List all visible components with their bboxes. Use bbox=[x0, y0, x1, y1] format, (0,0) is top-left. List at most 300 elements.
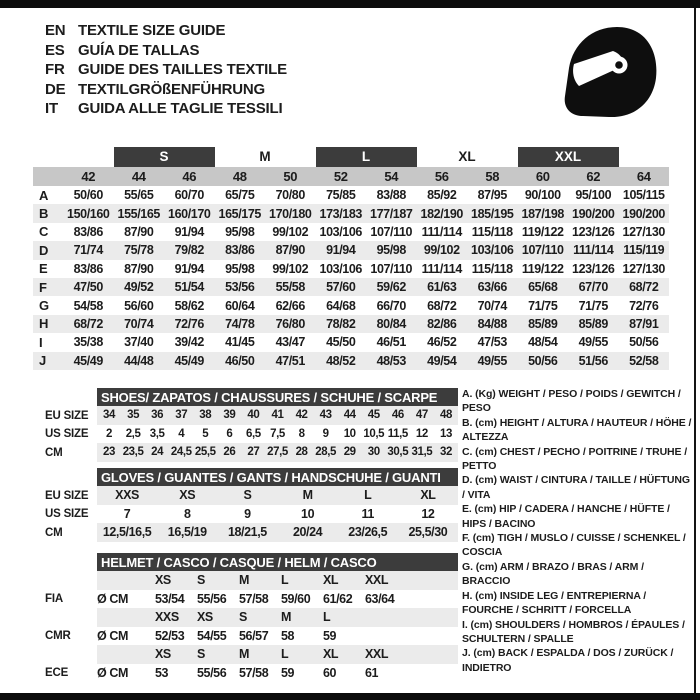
row-letter-cell: J bbox=[39, 353, 46, 369]
measurement-value-cell: 95/98 bbox=[225, 261, 255, 276]
legend-item: H. (cm) INSIDE LEG / ENTREPIERNA / FOURCHE / SCHRITT / FORCELLA bbox=[462, 589, 647, 617]
size-value-cell: 38 bbox=[199, 409, 212, 422]
helmet-size-cell: XXL bbox=[365, 573, 389, 588]
row-label: CM bbox=[45, 446, 63, 459]
spacer bbox=[45, 388, 97, 407]
measurement-value-cell: 107/110 bbox=[370, 224, 413, 239]
size-row bbox=[97, 505, 458, 524]
legend-item: F. (cm) TIGH / MUSLO / CUISSE / SCHENKEL / COSCIA bbox=[462, 532, 686, 559]
measurement-value-cell: 41/45 bbox=[225, 335, 255, 350]
size-row bbox=[97, 523, 458, 542]
size-value-cell: 8 bbox=[183, 506, 191, 521]
size-value-cell: 5 bbox=[202, 427, 209, 440]
size-value-cell: 37 bbox=[175, 409, 188, 422]
measurement-value-cell: 50/56 bbox=[629, 335, 659, 350]
measurement-value-cell: 127/130 bbox=[622, 261, 665, 276]
size-value-cell: 30,5 bbox=[387, 446, 409, 459]
measurement-value-cell: 68/72 bbox=[73, 316, 103, 331]
measurement-value-cell: 155/165 bbox=[117, 206, 160, 221]
row-letter-cell: B bbox=[39, 206, 48, 222]
size-number-cell: 52 bbox=[333, 169, 348, 184]
helmet-value-row bbox=[97, 664, 458, 683]
helmet-value-cell: 56/57 bbox=[239, 628, 269, 643]
size-value-cell: 39 bbox=[223, 409, 236, 422]
size-value-cell: 27,5 bbox=[267, 446, 288, 459]
standard-label: ECE bbox=[45, 667, 69, 680]
measurement-value-cell: 187/198 bbox=[521, 206, 564, 221]
helmet-value-cell: 58 bbox=[281, 628, 295, 643]
gloves-table-content bbox=[97, 468, 458, 542]
shoes-size-table bbox=[45, 388, 458, 462]
size-value-cell: 10 bbox=[343, 427, 356, 440]
size-value-cell: 28 bbox=[295, 446, 308, 459]
row-label: EU SIZE bbox=[45, 489, 89, 502]
size-value-cell: 16,5/19 bbox=[167, 525, 207, 540]
measurement-value-cell: 49/54 bbox=[427, 353, 457, 368]
size-value-cell: 10 bbox=[301, 506, 315, 521]
spacer bbox=[45, 553, 97, 572]
size-value-cell: 41 bbox=[271, 409, 284, 422]
helmet-value-cell: 60 bbox=[323, 665, 337, 680]
size-value-cell: 46 bbox=[391, 409, 404, 422]
helmet-value-cell: 57/58 bbox=[239, 591, 269, 606]
shoes-row-labels bbox=[45, 388, 97, 462]
measurement-value-cell: 35/38 bbox=[73, 335, 103, 350]
measurement-value-cell: 83/86 bbox=[73, 224, 103, 239]
measurement-value-cell: 70/74 bbox=[124, 316, 154, 331]
measurement-legend bbox=[462, 387, 695, 675]
legend-item: E. (cm) HIP / CADERA / HANCHE / HÜFTE / HIPS / BACINO bbox=[462, 503, 670, 530]
measurement-value-cell: 91/94 bbox=[326, 243, 356, 258]
spacer bbox=[45, 609, 97, 628]
size-group-label: L bbox=[316, 147, 417, 167]
measurement-value-cell: 115/119 bbox=[623, 243, 665, 258]
measurement-value-cell: 99/102 bbox=[272, 261, 309, 276]
measurement-value-cell: 82/86 bbox=[427, 316, 457, 331]
size-row bbox=[97, 406, 458, 425]
size-value-cell: 48 bbox=[439, 409, 452, 422]
legend-item: I. (cm) SHOULDERS / HOMBROS / ÉPAULES / SCHULTERN / SPALLE bbox=[462, 618, 685, 645]
legend-item: D. (cm) WAIST / CINTURA / TAILLE / HÜFTUNG / VITA bbox=[462, 474, 690, 501]
measurement-value-cell: 182/190 bbox=[420, 206, 463, 221]
measurement-value-cell: 123/126 bbox=[572, 261, 615, 276]
measurement-value-cell: 103/106 bbox=[319, 261, 362, 276]
measurement-value-cell: 95/98 bbox=[225, 224, 255, 239]
row-label: US SIZE bbox=[45, 428, 89, 441]
helmet-size-cell: XL bbox=[323, 573, 339, 588]
size-value-cell: L bbox=[364, 488, 372, 503]
measurement-value-cell: 59/62 bbox=[376, 280, 406, 295]
size-number-cell: 46 bbox=[182, 169, 197, 184]
measurement-value-cell: 150/160 bbox=[67, 206, 110, 221]
measurement-value-cell: 75/78 bbox=[124, 243, 154, 258]
measurement-value-cell: 43/47 bbox=[275, 335, 305, 350]
helmet-size-cell: S bbox=[239, 610, 247, 625]
helmet-size-cell: XL bbox=[323, 647, 339, 662]
measurement-row bbox=[33, 333, 669, 351]
size-number-cell: 64 bbox=[636, 169, 651, 184]
measurement-value-cell: 111/114 bbox=[573, 243, 614, 258]
size-number-cell: 48 bbox=[232, 169, 247, 184]
measurement-value-cell: 83/86 bbox=[225, 243, 255, 258]
helmet-value-cell: 61 bbox=[365, 665, 379, 680]
size-value-cell: 29 bbox=[343, 446, 356, 459]
helmet-size-row bbox=[97, 571, 458, 590]
size-value-cell: 42 bbox=[295, 409, 308, 422]
row-label: CM bbox=[45, 526, 63, 539]
row-letter-cell: A bbox=[39, 187, 48, 203]
row-label: EU SIZE bbox=[45, 409, 89, 422]
measurement-value-cell: 107/110 bbox=[370, 261, 413, 276]
size-row bbox=[97, 425, 458, 444]
measurement-value-cell: 50/60 bbox=[73, 188, 103, 203]
helmet-value-cell: 59/60 bbox=[281, 591, 311, 606]
size-value-cell: 24,5 bbox=[170, 446, 192, 459]
language-code: FR bbox=[45, 61, 65, 78]
size-value-cell: 36 bbox=[151, 409, 164, 422]
helmet-value-cell: 52/53 bbox=[155, 628, 185, 643]
measurement-value-cell: 72/76 bbox=[629, 298, 659, 313]
size-value-cell: 26 bbox=[223, 446, 236, 459]
size-value-cell: 20/24 bbox=[292, 525, 323, 540]
measurement-value-cell: 190/200 bbox=[622, 206, 665, 221]
helmet-value-cell: 53 bbox=[155, 665, 169, 680]
measurement-value-cell: 119/122 bbox=[521, 224, 564, 239]
measurement-value-cell: 55/65 bbox=[124, 188, 154, 203]
size-group-label: M bbox=[259, 149, 271, 164]
size-value-cell: 2 bbox=[106, 427, 113, 440]
measurement-value-cell: 87/90 bbox=[275, 243, 305, 258]
measurement-value-cell: 70/74 bbox=[477, 298, 507, 313]
size-value-cell: 11 bbox=[361, 506, 374, 521]
measurement-value-cell: 76/80 bbox=[275, 316, 305, 331]
size-value-cell: 24 bbox=[151, 446, 164, 459]
top-border-bar bbox=[0, 0, 700, 8]
helmet-value-cell: 59 bbox=[323, 628, 337, 643]
measurement-value-cell: 123/126 bbox=[572, 224, 615, 239]
helmet-value-cell: 63/64 bbox=[365, 591, 395, 606]
size-number-cell: 62 bbox=[586, 169, 601, 184]
measurement-value-cell: 90/100 bbox=[524, 188, 561, 203]
row-letter-cell: I bbox=[39, 334, 43, 350]
legend-item: B. (cm) HEIGHT / ALTURA / HAUTEUR / HÖHE / ALTEZZA bbox=[462, 416, 692, 444]
measurement-value-cell: 37/40 bbox=[124, 335, 154, 350]
measurement-value-cell: 78/82 bbox=[326, 316, 356, 331]
size-value-cell: 45 bbox=[367, 409, 380, 422]
measurement-value-cell: 87/91 bbox=[629, 316, 659, 331]
measurement-value-cell: 47/53 bbox=[477, 335, 507, 350]
measurement-value-cell: 105/115 bbox=[622, 188, 665, 203]
measurement-value-cell: 160/170 bbox=[168, 206, 211, 221]
spacer bbox=[45, 572, 97, 591]
measurement-value-cell: 49/52 bbox=[124, 280, 154, 295]
size-value-cell: 7,5 bbox=[270, 427, 285, 440]
gloves-row-labels bbox=[45, 468, 97, 542]
legend-item: J. (cm) BACK / ESPALDA / DOS / ZURÜCK / INDIETRO bbox=[462, 647, 674, 674]
size-value-cell: 44 bbox=[343, 409, 356, 422]
measurement-value-cell: 47/50 bbox=[73, 280, 103, 295]
helmet-size-row bbox=[97, 608, 458, 627]
measurement-value-cell: 107/110 bbox=[521, 243, 564, 258]
size-value-cell: 27 bbox=[247, 446, 260, 459]
helmet-size-cell: L bbox=[281, 647, 289, 662]
size-value-cell: 34 bbox=[103, 409, 116, 422]
size-value-cell: 12 bbox=[421, 506, 435, 521]
measurement-value-cell: 71/75 bbox=[578, 298, 608, 313]
measurement-value-cell: 87/90 bbox=[124, 261, 154, 276]
measurement-row bbox=[33, 296, 669, 314]
helmet-size-cell: XXL bbox=[365, 647, 389, 662]
measurement-row bbox=[33, 223, 669, 241]
size-value-cell: 47 bbox=[415, 409, 428, 422]
size-value-cell: XS bbox=[179, 488, 196, 503]
measurement-value-cell: 66/70 bbox=[376, 298, 406, 313]
measurement-value-cell: 46/51 bbox=[376, 335, 406, 350]
standard-label: CMR bbox=[45, 630, 71, 643]
size-value-cell: 23,5 bbox=[122, 446, 144, 459]
measurement-value-cell: 85/89 bbox=[528, 316, 558, 331]
measurement-value-cell: 74/78 bbox=[225, 316, 255, 331]
language-code: ES bbox=[45, 41, 65, 59]
measurement-value-cell: 165/175 bbox=[218, 206, 261, 221]
helmet-size-cell: S bbox=[197, 647, 205, 662]
language-title-text: GUIDA ALLE TAGLIE TESSILI bbox=[78, 100, 283, 117]
helmet-size-row bbox=[97, 645, 458, 664]
legend-item: A. (Kg) WEIGHT / PESO / POIDS / GEWITCH / PESO bbox=[462, 388, 681, 415]
measurement-value-cell: 67/70 bbox=[578, 280, 608, 295]
size-value-cell: XL bbox=[420, 488, 436, 503]
size-value-cell: S bbox=[243, 488, 252, 503]
measurement-value-cell: 111/114 bbox=[421, 224, 462, 239]
measurement-value-cell: 99/102 bbox=[272, 224, 309, 239]
helmet-value-row bbox=[97, 627, 458, 646]
measurement-row bbox=[33, 260, 669, 278]
row-label: US SIZE bbox=[45, 508, 89, 521]
spacer bbox=[45, 468, 97, 487]
measurement-value-cell: 85/92 bbox=[427, 188, 457, 203]
size-value-cell: 25,5 bbox=[194, 446, 216, 459]
size-number-cell: 50 bbox=[283, 169, 298, 184]
measurement-row bbox=[33, 204, 669, 222]
size-value-cell: 6,5 bbox=[246, 427, 261, 440]
measurement-value-cell: 87/90 bbox=[124, 224, 154, 239]
measurement-value-cell: 115/118 bbox=[471, 261, 513, 276]
legend-item: C. (cm) CHEST / PECHO / POITRINE / TRUHE / PETTO bbox=[462, 445, 688, 473]
size-value-cell: XXS bbox=[115, 488, 139, 503]
language-title-row bbox=[45, 99, 287, 119]
standard-label: FIA bbox=[45, 593, 63, 606]
measurement-value-cell: 185/195 bbox=[471, 206, 514, 221]
size-row bbox=[97, 486, 458, 505]
measurement-value-cell: 71/75 bbox=[528, 298, 558, 313]
measurement-value-cell: 48/52 bbox=[326, 353, 356, 368]
measurement-value-cell: 119/122 bbox=[521, 261, 564, 276]
measurement-value-cell: 68/72 bbox=[427, 298, 457, 313]
row-letter-cell: F bbox=[39, 279, 47, 295]
measurement-value-cell: 68/72 bbox=[629, 280, 659, 295]
measurement-value-cell: 52/58 bbox=[629, 353, 659, 368]
size-number-cell: 60 bbox=[535, 169, 550, 184]
measurement-value-cell: 173/183 bbox=[319, 206, 362, 221]
language-title-row bbox=[45, 41, 287, 61]
helmet-value-cell: 55/56 bbox=[197, 665, 227, 680]
size-number-cell: 54 bbox=[384, 169, 399, 184]
measurement-value-cell: 51/56 bbox=[578, 353, 608, 368]
row-letter-cell: E bbox=[39, 261, 48, 277]
size-number-cell: 58 bbox=[485, 169, 500, 184]
measurement-value-cell: 49/55 bbox=[477, 353, 507, 368]
measurement-value-cell: 56/60 bbox=[124, 298, 154, 313]
measurement-value-cell: 87/95 bbox=[477, 188, 507, 203]
size-number-row bbox=[33, 167, 669, 186]
measurement-value-cell: 83/86 bbox=[73, 261, 103, 276]
measurement-value-cell: 53/56 bbox=[225, 280, 255, 295]
measurement-value-cell: 84/88 bbox=[477, 316, 507, 331]
language-title-text: TEXTILGRÖßENFÜHRUNG bbox=[78, 80, 266, 98]
diameter-label-cell: Ø CM bbox=[97, 591, 129, 606]
measurement-value-cell: 95/98 bbox=[376, 243, 406, 258]
measurement-value-cell: 46/50 bbox=[225, 353, 255, 368]
measurement-value-cell: 54/58 bbox=[73, 298, 103, 313]
language-title-list bbox=[45, 21, 287, 119]
size-value-cell: 7 bbox=[123, 506, 131, 521]
size-value-cell: 30 bbox=[367, 446, 380, 459]
measurement-value-cell: 49/55 bbox=[578, 335, 608, 350]
measurement-value-cell: 64/68 bbox=[326, 298, 356, 313]
measurement-value-cell: 65/68 bbox=[528, 280, 558, 295]
helmet-value-cell: 53/54 bbox=[155, 591, 185, 606]
size-value-cell: 6 bbox=[226, 427, 233, 440]
measurement-row bbox=[33, 352, 669, 370]
measurement-value-cell: 103/106 bbox=[319, 224, 362, 239]
size-value-cell: 2,5 bbox=[125, 427, 141, 440]
measurement-value-cell: 60/64 bbox=[225, 298, 255, 313]
measurement-value-cell: 72/76 bbox=[174, 316, 204, 331]
measurement-value-cell: 71/74 bbox=[73, 243, 103, 258]
row-letter-cell: D bbox=[39, 242, 48, 258]
shoes-table-content bbox=[97, 388, 458, 462]
helmet-size-cell: S bbox=[197, 573, 205, 588]
size-value-cell: 32 bbox=[439, 446, 452, 459]
helmet-size-cell: XXS bbox=[155, 610, 179, 625]
measurement-value-cell: 177/187 bbox=[370, 206, 413, 221]
size-value-cell: 35 bbox=[127, 409, 140, 422]
measurement-value-cell: 50/56 bbox=[528, 353, 558, 368]
helmet-size-cell: XS bbox=[197, 610, 213, 625]
measurement-value-cell: 103/106 bbox=[471, 243, 514, 258]
measurement-value-cell: 91/94 bbox=[174, 224, 204, 239]
size-value-cell: 11,5 bbox=[387, 427, 408, 440]
size-value-cell: 31,5 bbox=[411, 446, 433, 459]
helmet-value-cell: 57/58 bbox=[239, 665, 269, 680]
size-number-cell: 56 bbox=[434, 169, 449, 184]
size-value-cell: 8 bbox=[298, 427, 305, 440]
language-code: EN bbox=[45, 22, 66, 39]
measurement-value-cell: 63/66 bbox=[477, 280, 507, 295]
legend-item: G. (cm) ARM / BRAZO / BRAS / ARM / BRACCIO bbox=[462, 560, 644, 588]
language-title-row bbox=[45, 60, 287, 80]
measurement-value-cell: 70/80 bbox=[275, 188, 305, 203]
size-number-cell: 42 bbox=[81, 169, 96, 184]
measurement-row bbox=[33, 278, 669, 296]
measurement-value-cell: 99/102 bbox=[423, 243, 460, 258]
size-value-cell: 23/26,5 bbox=[348, 525, 388, 540]
size-value-cell: 43 bbox=[319, 409, 332, 422]
size-group-label: XXL bbox=[518, 147, 619, 167]
size-value-cell: 4 bbox=[178, 427, 185, 440]
bottom-border-bar bbox=[0, 693, 700, 700]
measurement-value-cell: 127/130 bbox=[622, 224, 665, 239]
measurement-value-cell: 47/51 bbox=[275, 353, 305, 368]
diameter-label-cell: Ø CM bbox=[97, 628, 129, 643]
row-letter-cell: H bbox=[39, 316, 48, 332]
helmet-value-cell: 61/62 bbox=[323, 591, 353, 606]
size-group-header-row bbox=[33, 146, 669, 167]
size-group-label: XL bbox=[458, 149, 476, 164]
measurement-value-cell: 83/88 bbox=[376, 188, 406, 203]
spacer bbox=[45, 646, 97, 665]
racing-helmet-icon bbox=[557, 26, 661, 118]
measurement-value-cell: 91/94 bbox=[174, 261, 204, 276]
helmet-size-cell: XS bbox=[155, 573, 171, 588]
measurement-value-cell: 61/63 bbox=[427, 280, 457, 295]
measurement-value-cell: 39/42 bbox=[174, 335, 204, 350]
language-code: DE bbox=[45, 80, 66, 98]
language-title-row bbox=[45, 80, 287, 100]
right-border-line bbox=[694, 8, 696, 693]
measurement-value-cell: 190/200 bbox=[572, 206, 615, 221]
size-group-label: S bbox=[114, 147, 215, 167]
language-code: IT bbox=[45, 100, 58, 117]
shoes-table-title: SHOES/ ZAPATOS / CHAUSSURES / SCHUHE / SCARPE bbox=[97, 388, 458, 406]
helmet-row-labels bbox=[45, 553, 97, 683]
measurement-value-cell: 51/54 bbox=[174, 280, 204, 295]
helmet-size-cell: L bbox=[323, 610, 331, 625]
language-title-text: TEXTILE SIZE GUIDE bbox=[78, 22, 226, 39]
measurement-value-cell: 95/100 bbox=[575, 188, 612, 203]
measurement-value-cell: 45/49 bbox=[174, 353, 204, 368]
measurement-value-cell: 65/75 bbox=[225, 188, 255, 203]
size-value-cell: 9 bbox=[322, 427, 329, 440]
helmet-table-content bbox=[97, 553, 458, 683]
helmet-size-cell: XS bbox=[155, 647, 171, 662]
measurement-value-cell: 55/58 bbox=[275, 280, 305, 295]
measurement-value-cell: 75/85 bbox=[326, 188, 356, 203]
measurement-value-cell: 62/66 bbox=[275, 298, 305, 313]
row-letter-cell: G bbox=[39, 298, 49, 314]
measurement-value-cell: 170/180 bbox=[269, 206, 312, 221]
helmet-value-cell: 55/56 bbox=[197, 591, 227, 606]
helmet-table-title: HELMET / CASCO / CASQUE / HELM / CASCO bbox=[97, 553, 458, 571]
measurement-value-cell: 57/60 bbox=[326, 280, 356, 295]
helmet-size-cell: M bbox=[239, 647, 250, 662]
size-value-cell: 23 bbox=[103, 446, 116, 459]
size-value-cell: 10,5 bbox=[363, 427, 385, 440]
helmet-size-table bbox=[45, 553, 458, 683]
row-letter-cell: C bbox=[39, 224, 48, 240]
language-title-text: GUÍA DE TALLAS bbox=[78, 41, 200, 59]
measurement-value-cell: 44/48 bbox=[124, 353, 154, 368]
measurement-value-cell: 48/53 bbox=[376, 353, 406, 368]
size-number-cell: 44 bbox=[131, 169, 146, 184]
diameter-label-cell: Ø CM bbox=[97, 665, 129, 680]
size-row bbox=[97, 443, 458, 462]
size-value-cell: 28,5 bbox=[315, 446, 337, 459]
language-title-text: GUIDE DES TAILLES TEXTILE bbox=[78, 61, 287, 78]
size-value-cell: 18/21,5 bbox=[227, 525, 267, 540]
size-value-cell: M bbox=[302, 488, 313, 503]
size-value-cell: 40 bbox=[247, 409, 260, 422]
